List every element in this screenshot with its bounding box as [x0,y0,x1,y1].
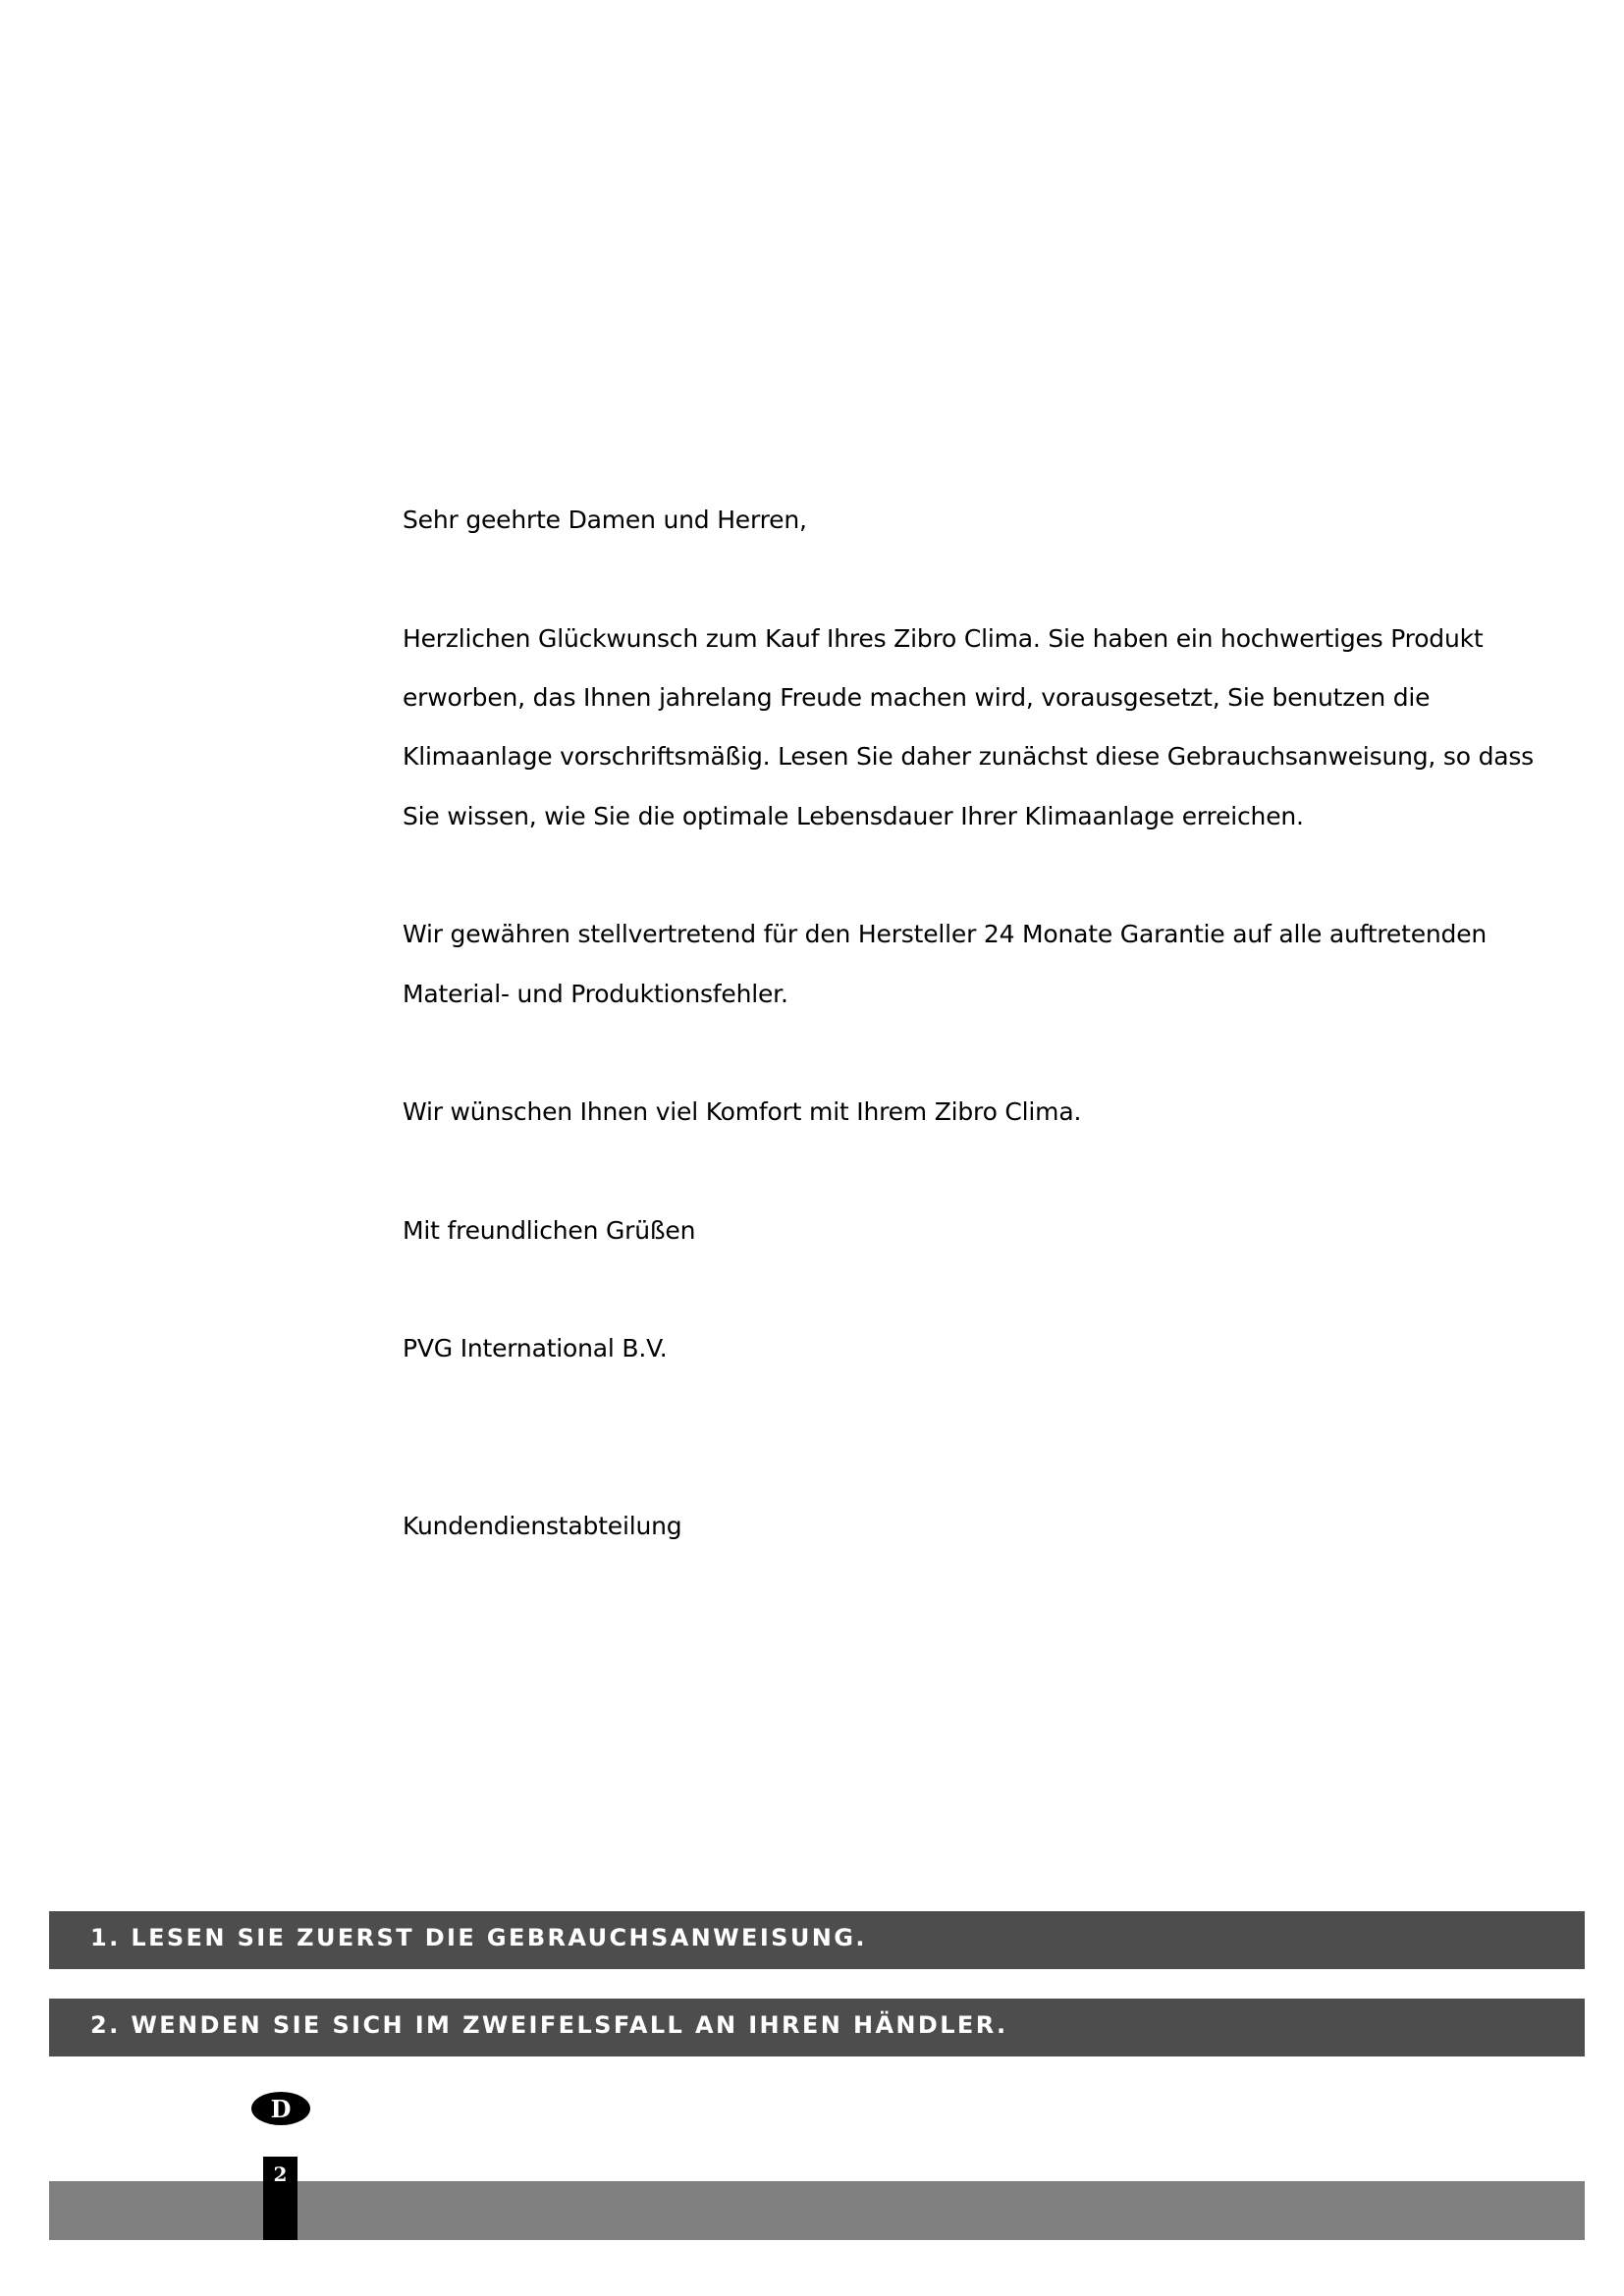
notice-text-2: 2. WENDEN SIE SICH IM ZWEIFELSFALL AN IHREN HÄNDLER. [90,2011,1008,2039]
department-name: Kundendienstabteilung [403,1512,682,1540]
salutation: Sehr geehrte Damen und Herren, [403,506,807,534]
notice-bar-1 [49,1911,1585,1969]
page-number: 2 [273,2163,288,2186]
wish-line: Wir wünschen Ihnen viel Komfort mit Ihrem Zibro Clima. [403,1097,1082,1126]
language-code: D [270,2094,292,2123]
intro-paragraph-line-4: Sie wissen, wie Sie die optimale Lebensdauer Ihrer Klimaanlage erreichen. [403,802,1304,830]
notice-bar-2 [49,1999,1585,2056]
warranty-paragraph-line-1: Wir gewähren stellvertretend für den Hersteller 24 Monate Garantie auf alle auftretenden [403,920,1488,948]
company-name: PVG International B.V. [403,1334,668,1362]
intro-paragraph-line-3: Klimaanlage vorschriftsmäßig. Lesen Sie daher zunächst diese Gebrauchsanweisung, so dass [403,742,1535,771]
language-badge [251,2092,310,2125]
page-number-tab [263,2157,298,2240]
closing-line: Mit freundlichen Grüßen [403,1216,696,1245]
intro-paragraph-line-1: Herzlichen Glückwunsch zum Kauf Ihres Zibro Clima. Sie haben ein hochwertiges Produkt [403,624,1484,653]
warranty-paragraph-line-2: Material- und Produktionsfehler. [403,980,788,1008]
intro-paragraph-line-2: erworben, das Ihnen jahrelang Freude machen wird, vorausgesetzt, Sie benutzen die [403,683,1431,712]
notice-text-1: 1. LESEN SIE ZUERST DIE GEBRAUCHSANWEISUNG. [90,1924,867,1951]
